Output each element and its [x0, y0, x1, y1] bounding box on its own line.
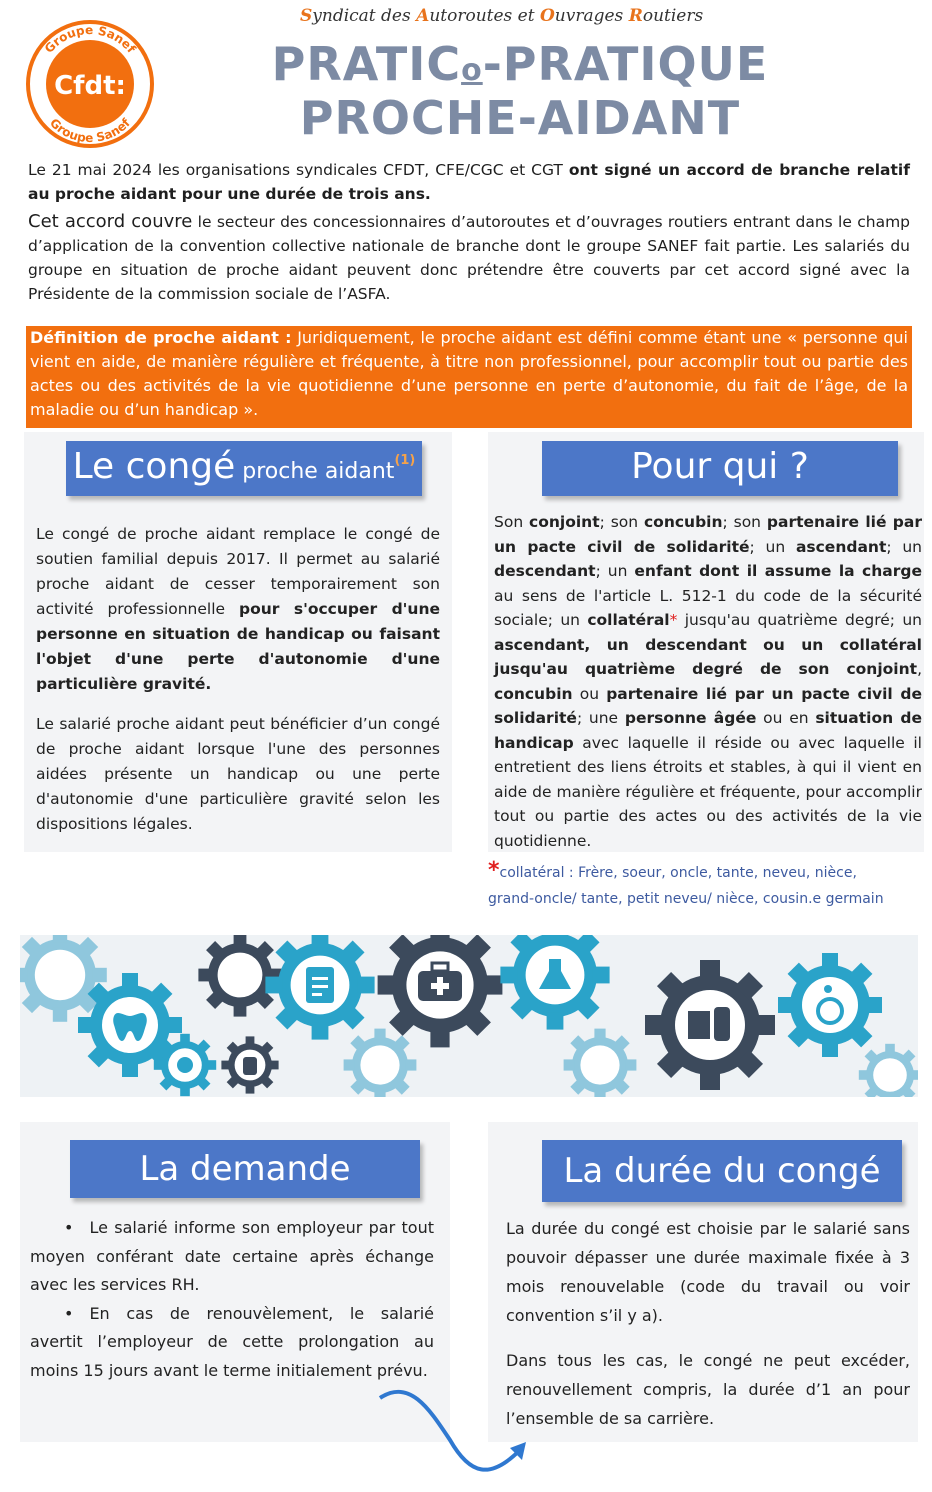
- pour-qui-segment: personne âgée: [624, 709, 757, 727]
- pour-qui-segment: ou: [572, 684, 607, 703]
- title-line-2: PROCHE-AIDANT: [299, 91, 741, 145]
- pour-qui-segment: *: [669, 611, 678, 629]
- gear-icon: [778, 953, 882, 1057]
- wave-arrow-icon: [340, 1380, 540, 1490]
- pour-qui-segment: enfant dont il assume la charge: [634, 562, 922, 580]
- gear-icon: [859, 1044, 918, 1097]
- pour-qui-segment: ; son: [599, 513, 644, 531]
- pour-qui-segment: concubin: [643, 513, 723, 531]
- union-name: Syndicat des Autoroutes et Ouvrages Routiers: [300, 6, 704, 26]
- demande-list: [30, 1214, 434, 1385]
- conge-paragraph-1: Le congé de proche aidant remplace le congé de soutien familial depuis 2017. Il permet au salarié proche aidant de cesser temporairement son activité professionnelle pour s'occuper d'une personne en situation de handicap ou faisant l'objet d'une perte d'autonomie d'une particulière gravité.: [36, 525, 440, 693]
- pour-qui-segment: Son: [494, 513, 530, 531]
- clipboard-icon: [306, 967, 334, 1003]
- logo-center-text: Cfdt:: [54, 71, 126, 101]
- pour-qui-segment: partenaire lié par un pacte civil de solidarité: [494, 513, 922, 556]
- logo-ring-bottom: Groupe Sanef: [47, 115, 133, 146]
- pour-qui-segment: avec laquelle il réside ou avec laquelle il entretient des liens étroits et stables, à qui il vient en aide de manière régulière et fréquente, pour accomplir tout ou partie des actes ou des activités de la vie quotidienne.: [494, 733, 922, 850]
- title-line-1: PRATICo-PRATIQUE: [271, 37, 769, 91]
- definition-box: Définition de proche aidant : Juridiquement, le proche aidant est défini comme étant une « personne qui vient en aide, de manière régulière et fréquente, à titre non professionnel, pour accomplir tout ou partie des actes ou des activités de la vie quotidienne d’une personne en perte d’autonomie, du fait de l’âge, de la maladie ou d’un handicap ».: [26, 326, 912, 428]
- bottle-icon: [243, 1057, 257, 1075]
- pour-qui-segment: ; son: [722, 513, 767, 531]
- intro-paragraph-2: Cet accord couvre le secteur des concessionnaires d’autoroutes et d’ouvrages routiers entrant dans le champ d’application de la convention collective nationale de branche dont le groupe SANEF fait partie. Les salariés du groupe en situation de proche aidant peuvent donc prétendre être couverts par cet accord signé avec la Présidente de la commission sociale de l’ASFA.: [28, 211, 911, 303]
- conge-paragraph-2: Le salarié proche aidant peut bénéficier d’un congé de proche aidant lorsque l'une des personnes aidées présente un handicap ou une perte d'autonomie d'une particulière gravité selon les dispositions légales.: [36, 715, 440, 833]
- pour-qui-segment: ; un: [749, 537, 796, 556]
- nurse-icon: [177, 1057, 193, 1073]
- pour-qui-segment: ascendant, un descendant ou un collatéral jusqu'au quatrième degré de son conjoint: [494, 635, 922, 678]
- duree-paragraph-2: Dans tous les cas, le congé ne peut excéder, renouvellement compris, la durée d’1 an pour l’ensemble de sa carrière.: [506, 1351, 910, 1428]
- demande-heading: La demande: [70, 1140, 420, 1198]
- pour-qui-text: [494, 510, 922, 853]
- pour-qui-segment: collatéral: [587, 611, 670, 629]
- list-item: • Le salarié informe son employeur par tout moyen conférant date certaine après échange avec les services RH.: [30, 1218, 434, 1294]
- pour-qui-heading: Pour qui ?: [542, 441, 898, 496]
- pour-qui-segment: ,: [917, 660, 922, 678]
- pour-qui-segment: au sens de l'article L. 512-1 du code de la sécurité sociale; un: [494, 586, 922, 629]
- collateral-footnote: *collatéral : Frère, soeur, oncle, tante, neveu, nièce, grand-oncle/ tante, petit neveu/ nièce, cousin.e germain: [488, 858, 884, 907]
- cfdt-logo: [14, 18, 166, 150]
- gear-icon: [198, 935, 281, 1017]
- gear-icon: [344, 1029, 417, 1097]
- gears-illustration: [20, 935, 918, 1097]
- duree-heading: La durée du congé: [542, 1140, 902, 1202]
- pour-qui-segment: ou en: [756, 709, 816, 727]
- list-item: • En cas de renouvèlement, le salarié avertit l’employeur de cette prolongation au moins 15 jours avant le terme initialement prévu.: [30, 1303, 434, 1380]
- conge-heading: Le congé proche aidant$^{(1)}$: [66, 441, 422, 496]
- pour-qui-segment: concubin: [494, 684, 573, 703]
- pour-qui-segment: situation de handicap: [494, 709, 922, 752]
- pour-qui-segment: partenaire lié par un pacte civil de solidarité: [494, 684, 922, 727]
- pour-qui-segment: descendant: [494, 562, 596, 580]
- logo-ring-top: Groupe Sanef: [41, 22, 139, 56]
- pour-qui-segment: ; une: [576, 709, 625, 727]
- pour-qui-segment: conjoint: [529, 513, 600, 531]
- intro-paragraph-1: Le 21 mai 2024 les organisations syndicales CFDT, CFE/CGC et CGT ont signé un accord de branche relatif au proche aidant pour une durée de trois ans.: [28, 161, 910, 203]
- pour-qui-segment: ; un: [595, 562, 635, 580]
- pills-icon: [688, 1007, 730, 1041]
- pour-qui-segment: ; un: [886, 537, 923, 556]
- duree-paragraph-1: La durée du congé est choisie par le salarié sans pouvoir dépasser une durée maximale fixée à 3 mois renouvelable (code du travail ou voir convention s’il y a).: [506, 1219, 910, 1325]
- gear-icon: [564, 1029, 637, 1097]
- pour-qui-segment: ascendant: [795, 537, 887, 556]
- pour-qui-segment: jusqu'au quatrième degré; un: [677, 611, 922, 629]
